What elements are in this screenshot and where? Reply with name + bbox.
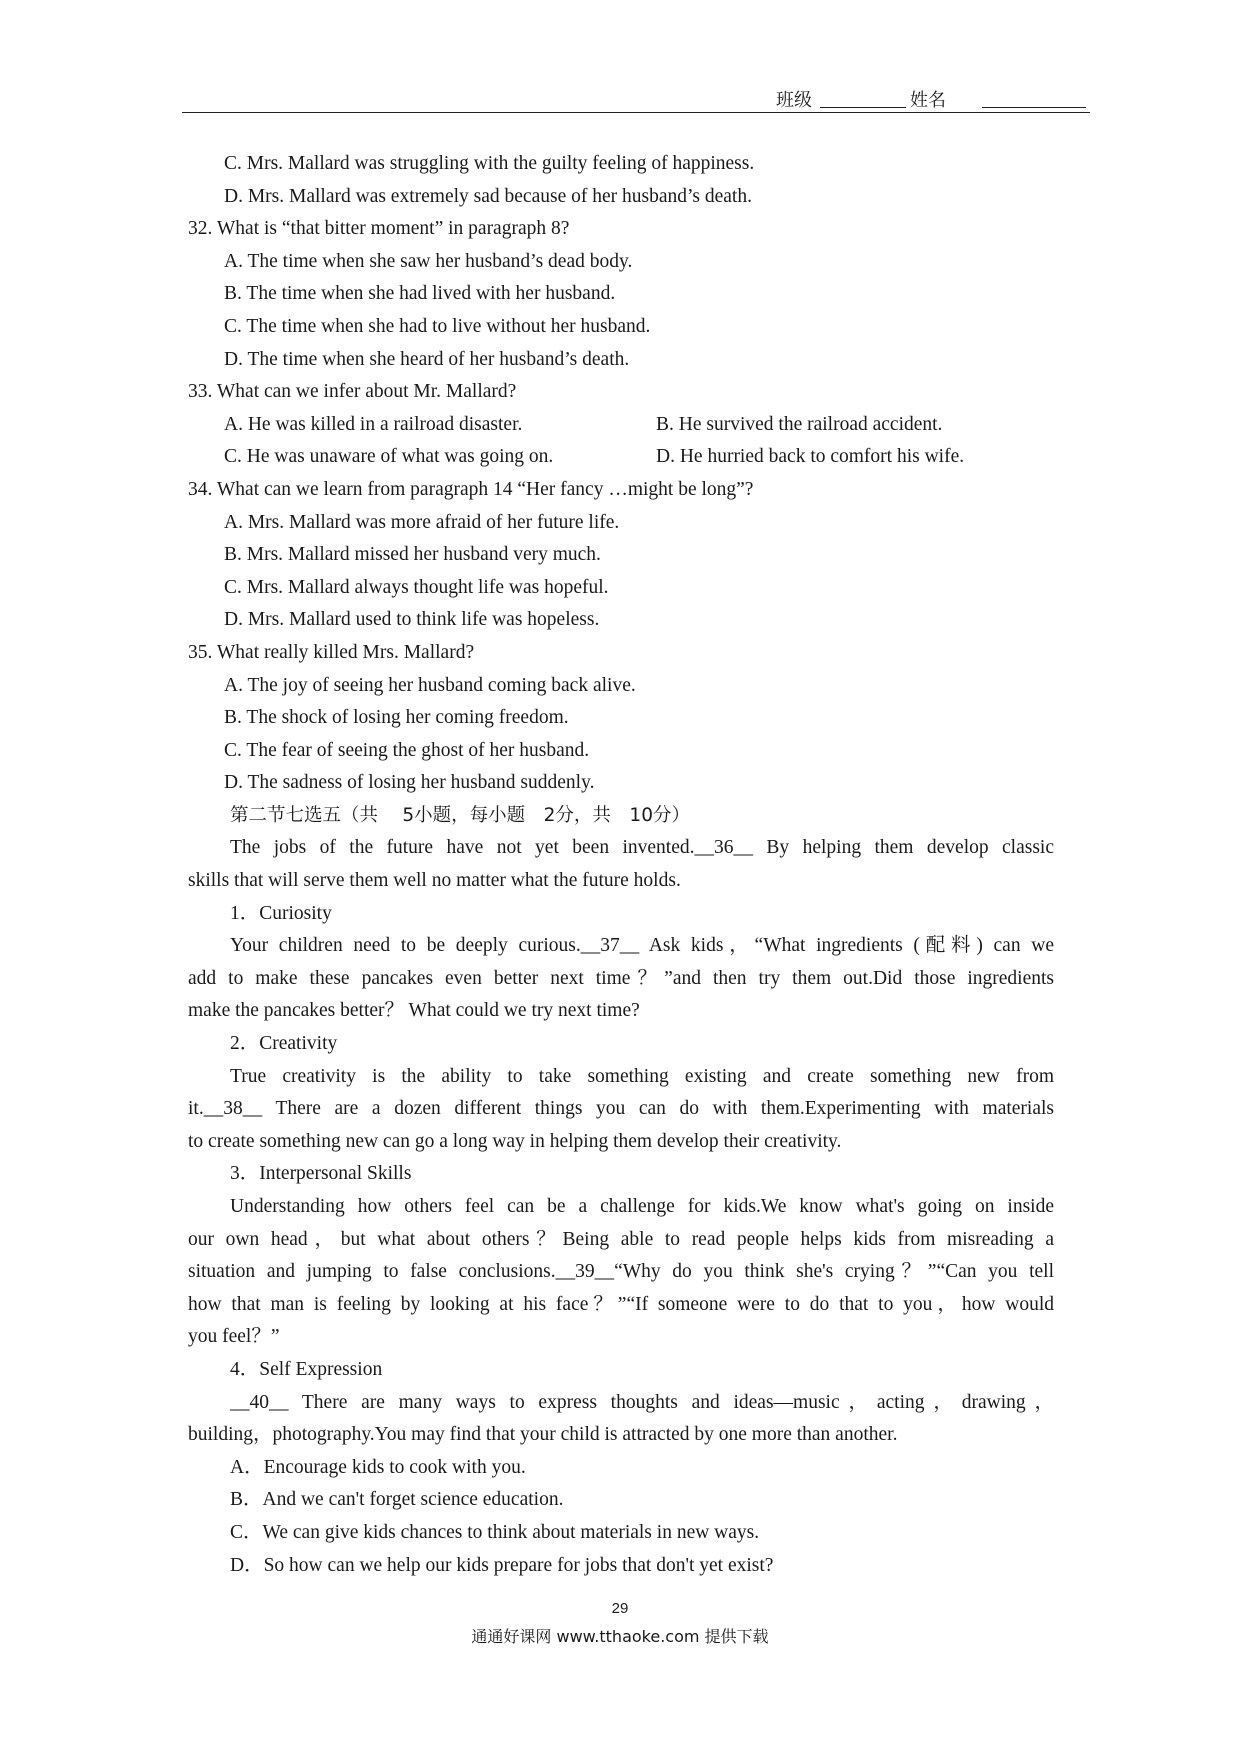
paragraph-line: __40__ There are many ways to express thoughts and ideas—music，acting，drawing，: [230, 1391, 1054, 1413]
class-label: 班级: [776, 90, 812, 111]
class-blank: [820, 106, 906, 108]
choice-option: A．Encourage kids to cook with you.: [230, 1456, 526, 1478]
paragraph-line: it.__38__ There are a dozen different things you can do with them.Experimenting with materials: [188, 1098, 1054, 1120]
paragraph-line: Understanding how others feel can be a challenge for kids.We know what's going on inside: [230, 1196, 1054, 1217]
paragraph-creativity: [188, 1061, 1054, 1159]
option-text: D. Mrs. Mallard was extremely sad because of her husband’s death.: [224, 185, 752, 207]
question-stem: 35. What really killed Mrs. Mallard?: [188, 641, 475, 663]
question-stem: 32. What is “that bitter moment” in paragraph 8?: [188, 218, 570, 240]
name-label: 姓名: [910, 90, 946, 111]
paragraph-line: add to make these pancakes even better next time？”and then try them out.Did those ingredients: [188, 967, 1054, 989]
question-stem: 33. What can we infer about Mr. Mallard?: [188, 381, 517, 403]
paragraph-line: you feel？”: [188, 1326, 280, 1348]
option-text: A. The joy of seeing her husband coming back alive.: [224, 674, 636, 696]
paragraph-line: to create something new can go a long way in helping them develop their creativity.: [188, 1130, 842, 1152]
option-text: B. The time when she had lived with her husband.: [224, 283, 616, 305]
option-text: B. The shock of losing her coming freedom.: [224, 707, 569, 729]
paragraph-line: Your children need to be deeply curious.__37__ Ask kids，“What ingredients (配料) can we: [230, 935, 1054, 957]
option-text: C. Mrs. Mallard was struggling with the guilty feeling of happiness.: [224, 153, 755, 174]
choice-option: B．And we can't forget science education.: [230, 1489, 564, 1511]
choice-option: D．So how can we help our kids prepare for jobs that don't yet exist?: [230, 1554, 774, 1576]
paragraph-line: how that man is feeling by looking at his face？”“If someone were to do that to you，how would: [188, 1293, 1054, 1315]
section-title: 第二节七选五（共 5小题，每小题 2分，共 10分）: [230, 804, 690, 826]
subheading-self-expression: 4．Self Expression: [230, 1358, 383, 1380]
option-text: B. Mrs. Mallard missed her husband very much.: [224, 544, 601, 566]
paragraph-line: True creativity is the ability to take something existing and create something new from: [230, 1065, 1054, 1087]
page-number: 29: [611, 1600, 629, 1617]
option-text: D. The time when she heard of her husband’s death.: [224, 348, 630, 370]
page-header: [182, 86, 1090, 112]
option-text: C. The time when she had to live without her husband.: [224, 315, 651, 337]
option-text: A. He was killed in a railroad disaster.: [224, 413, 523, 435]
option-text: D. The sadness of losing her husband suddenly.: [224, 772, 595, 794]
question-stem: 34. What can we learn from paragraph 14 “Her fancy …might be long”?: [188, 478, 754, 500]
option-text: C. He was unaware of what was going on.: [224, 446, 554, 468]
option-text: C. Mrs. Mallard always thought life was hopeful.: [224, 576, 609, 598]
option-row: [188, 441, 1054, 474]
choice-option: C．We can give kids chances to think about materials in new ways.: [230, 1521, 760, 1543]
subheading-interpersonal: 3．Interpersonal Skills: [230, 1163, 412, 1185]
option-text: C. The fear of seeing the ghost of her husband.: [224, 739, 590, 761]
paragraph-line: our own head，but what about others？Being able to read people helps kids from misreading a: [188, 1228, 1054, 1250]
header-rule: [182, 112, 1090, 113]
paragraph-line: The jobs of the future have not yet been invented.__36__ By helping them develop classic: [230, 837, 1054, 859]
paragraph-line: skills that will serve them well no matter what the future holds.: [188, 870, 681, 892]
option-row: [188, 409, 1054, 442]
option-text: A. The time when she saw her husband’s dead body.: [224, 250, 633, 272]
paragraph-curiosity: [188, 930, 1054, 1028]
paragraph-self-expression: [188, 1387, 1054, 1452]
option-text: D. He hurried back to comfort his wife.: [656, 446, 965, 468]
option-text: B. He survived the railroad accident.: [656, 413, 943, 435]
subheading-creativity: 2．Creativity: [230, 1033, 338, 1055]
subheading-curiosity: 1．Curiosity: [230, 902, 332, 924]
paragraph-line: building，photography.You may find that your child is attracted by one more than another.: [188, 1424, 898, 1446]
paragraph-interpersonal: [188, 1191, 1054, 1354]
page-content: [188, 148, 1054, 1582]
option-text: A. Mrs. Mallard was more afraid of her future life.: [224, 511, 620, 533]
name-blank: [982, 106, 1086, 108]
option-text: D. Mrs. Mallard used to think life was hopeless.: [224, 609, 600, 631]
footer-source: 通通好课网 www.tthaoke.com 提供下载: [471, 1627, 769, 1646]
intro-paragraph: [188, 832, 1054, 897]
paragraph-line: make the pancakes better？ What could we try next time?: [188, 1000, 640, 1022]
paragraph-line: situation and jumping to false conclusions.__39__“Why do you think she's crying？”“Can you tell: [188, 1261, 1054, 1283]
